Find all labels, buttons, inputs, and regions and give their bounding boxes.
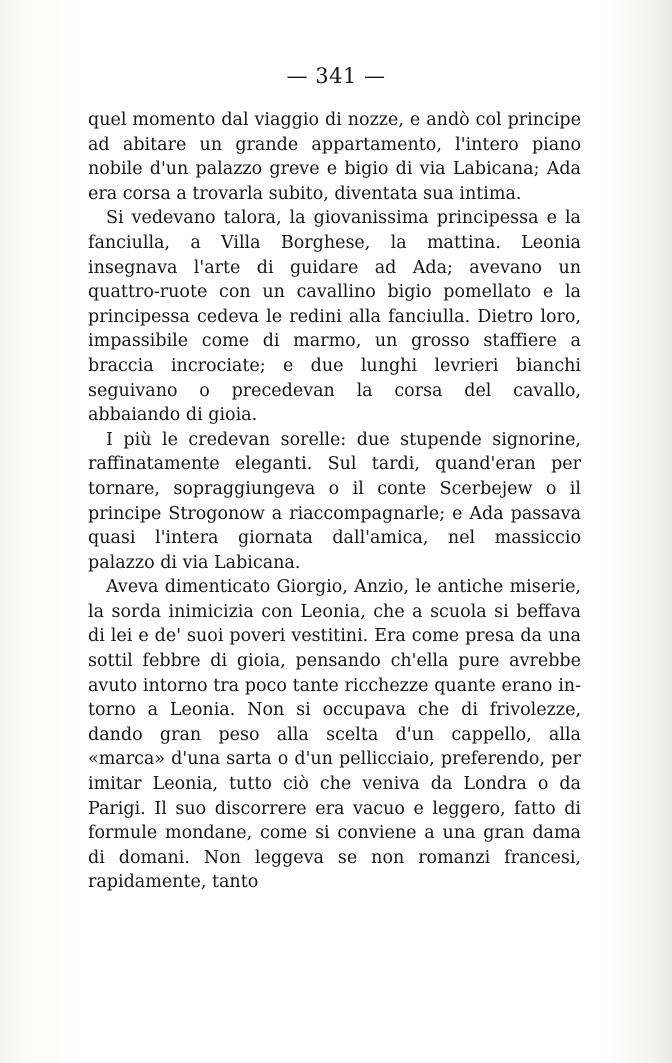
paragraph-3: I più le credevan sorelle: due stupende signorine, raffinatamente eleganti. Sul tardi, quand'eran per tornare, sopraggiungeva o il conte Scerbejew o il principe Strogonow a riaccompagnarle; e Ada passava quasi l'intera giornata dall'amica, nel massiccio palazzo di via Labicana.	[88, 429, 581, 573]
page-number: — 341 —	[286, 64, 386, 88]
body-text	[88, 108, 581, 895]
paragraph-2: Si vedevano talora, la giovanissima principessa e la fanciulla, a Villa Borghese, la mattina. Leonia insegnava l'arte di guidare ad Ada; avevano un quattro-ruote con un cavallino bigio pomellato e la principessa cedeva le redini alla fanciulla. Dietro loro, impassibile come di marmo, un grosso staffiere a braccia incrociate; e due lunghi levrieri bianchi seguivano o precedevan la corsa del cavallo, abbaiando di gioia.	[88, 208, 581, 426]
paragraph-1: quel momento dal viaggio di nozze, e andò col principe ad abitare un grande appartamento, l'intero piano nobile d'un palazzo greve e bigio di via Labicana; Ada era corsa a trovarla subito, diventata sua intima.	[88, 110, 581, 204]
paragraph-4: Aveva dimenticato Giorgio, Anzio, le antiche miserie, la sorda inimicizia con Leonia, che a scuola si beffava di lei e de' suoi poveri vestitini. Era come presa da una sottil febbre di gioia, pensando ch'ella pure avrebbe avuto intorno tra poco tante ricchezze quante erano intorno a Leonia. Non si occupava che di frivolezze, dando gran peso alla scelta d'un cappello, alla «marca» d'una sarta o d'un pellicciaio, preferendo, per imitar Leonia, tutto ciò che veniva da Londra o da Parigi. Il suo discorrere era vacuo e leggero, fatto di formule mondane, come si conviene a una gran dama di domani. Non leggeva se non romanzi francesi, rapidamente, tanto	[88, 577, 581, 893]
